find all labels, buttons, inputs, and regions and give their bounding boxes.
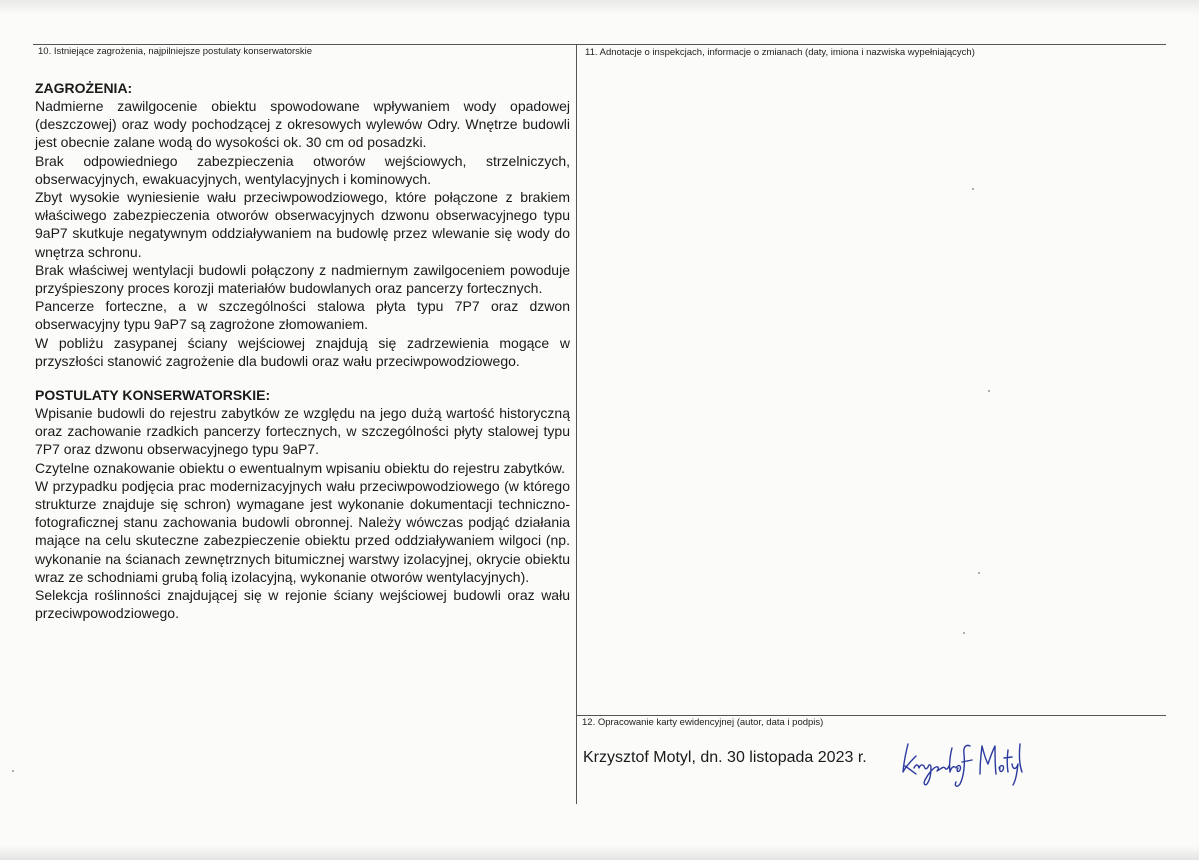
postulate-paragraph: Czytelne oznakowanie obiektu o ewentualnym wpisaniu obiektu do rejestru zabytków. [35, 459, 565, 476]
author-date-line: Krzysztof Motyl, dn. 30 listopada 2023 r. [583, 749, 867, 766]
handwritten-signature [896, 738, 1026, 790]
section-11-caption: 11. Adnotacje o inspekcjach, informacje o zmianach (daty, imiona i nazwiska wypełniających) [585, 47, 975, 58]
section-spacer [35, 370, 570, 386]
scan-speck [972, 188, 974, 190]
threats-and-postulates [35, 79, 570, 622]
threat-paragraph: W pobliżu zasypanej ściany wejściowej znajdują się zadrzewienia mogące w przyszłości stanowić zagrożenie dla budowli oraz wału przeciwpowodziowego. [35, 334, 570, 369]
top-rule [33, 44, 1166, 45]
postulate-paragraph: Wpisanie budowli do rejestru zabytków ze względu na jego dużą wartość historyczną oraz zachowanie rzadkich pancerzy fortecznych, w szczególności płyty stalowej typu 7P7 oraz dzwonu obserwacyjnego typu 9aP7. [35, 405, 570, 458]
threat-paragraph: Zbyt wysokie wyniesienie wału przeciwpowodziowego, które połączone z brakiem właściwego zabezpieczenia otworów obserwacyjnych dzwonu obserwacyjnego typu 9aP7 skutkuje negatywnym oddziaływaniem na budowlę przez wlewanie się wody do wnętrza schronu. [35, 189, 570, 260]
section-12-caption: 12. Opracowanie karty ewidencyjnej (autor, data i podpis) [582, 717, 824, 728]
section-10-caption: 10. Istniejące zagrożenia, najpilniejsze postulaty konserwatorskie [38, 46, 313, 57]
postulate-paragraph: Selekcja roślinności znajdującej się w rejonie ściany wejściowej budowli oraz wału przeciwpowodziowego. [35, 587, 570, 622]
threat-paragraph: Brak właściwej wentylacji budowli połączony z nadmiernym zawilgoceniem powoduje przyśpieszony proces korozji materiałów budowlanych oraz pancerzy fortecznych. [35, 261, 570, 297]
threat-paragraph: Pancerze forteczne, a w szczególności stalowa płyta typu 7P7 oraz dzwon obserwacyjny typu 9aP7 są zagrożone złomowaniem. [35, 298, 570, 333]
scan-edge-bottom [0, 846, 1199, 860]
scan-speck [988, 390, 990, 392]
scan-speck [978, 572, 980, 574]
scan-edge-top [0, 0, 1199, 14]
threats-heading: ZAGROŻENIA: [35, 80, 133, 96]
postulates-heading: POSTULATY KONSERWATORSKIE: [35, 387, 271, 404]
threat-paragraph: Nadmierne zawilgocenie obiektu spowodowane wpływaniem wody opadowej (deszczowej) oraz wody pochodzącej z okresowych wylewów Odry. Wnętrze budowli jest obecnie zalane wodą do wysokości ok. 30 cm od posadzki. [35, 98, 570, 151]
section-12-rule [577, 715, 1166, 716]
column-divider [576, 44, 577, 804]
scan-speck [12, 770, 14, 772]
postulate-paragraph: W przypadku podjęcia prac modernizacyjnych wału przeciwpowodziowego (w którego strukturze znajduje się schron) wymagane jest wykonanie dokumentacji techniczno-fotograficznej stanu zachowania budowli obronnej. Należy wówczas podjąć działania mające na celu skuteczne zabezpieczenie obiektu przed oddziaływaniem wilgoci (np. wykonanie na ścianach zewnętrznych bitumicznej warstwy izolacyjnej, okrycie obiektu wraz ze schodniami grubą folią izolacyjną, wykonanie otworów wentylacyjnych). [35, 477, 570, 585]
threat-paragraph: Brak odpowiedniego zabezpieczenia otworów wejściowych, strzelniczych, obserwacyjnych, ewakuacyjnych, wentylacyjnych i kominowych. [35, 152, 570, 187]
scan-speck [963, 632, 965, 634]
